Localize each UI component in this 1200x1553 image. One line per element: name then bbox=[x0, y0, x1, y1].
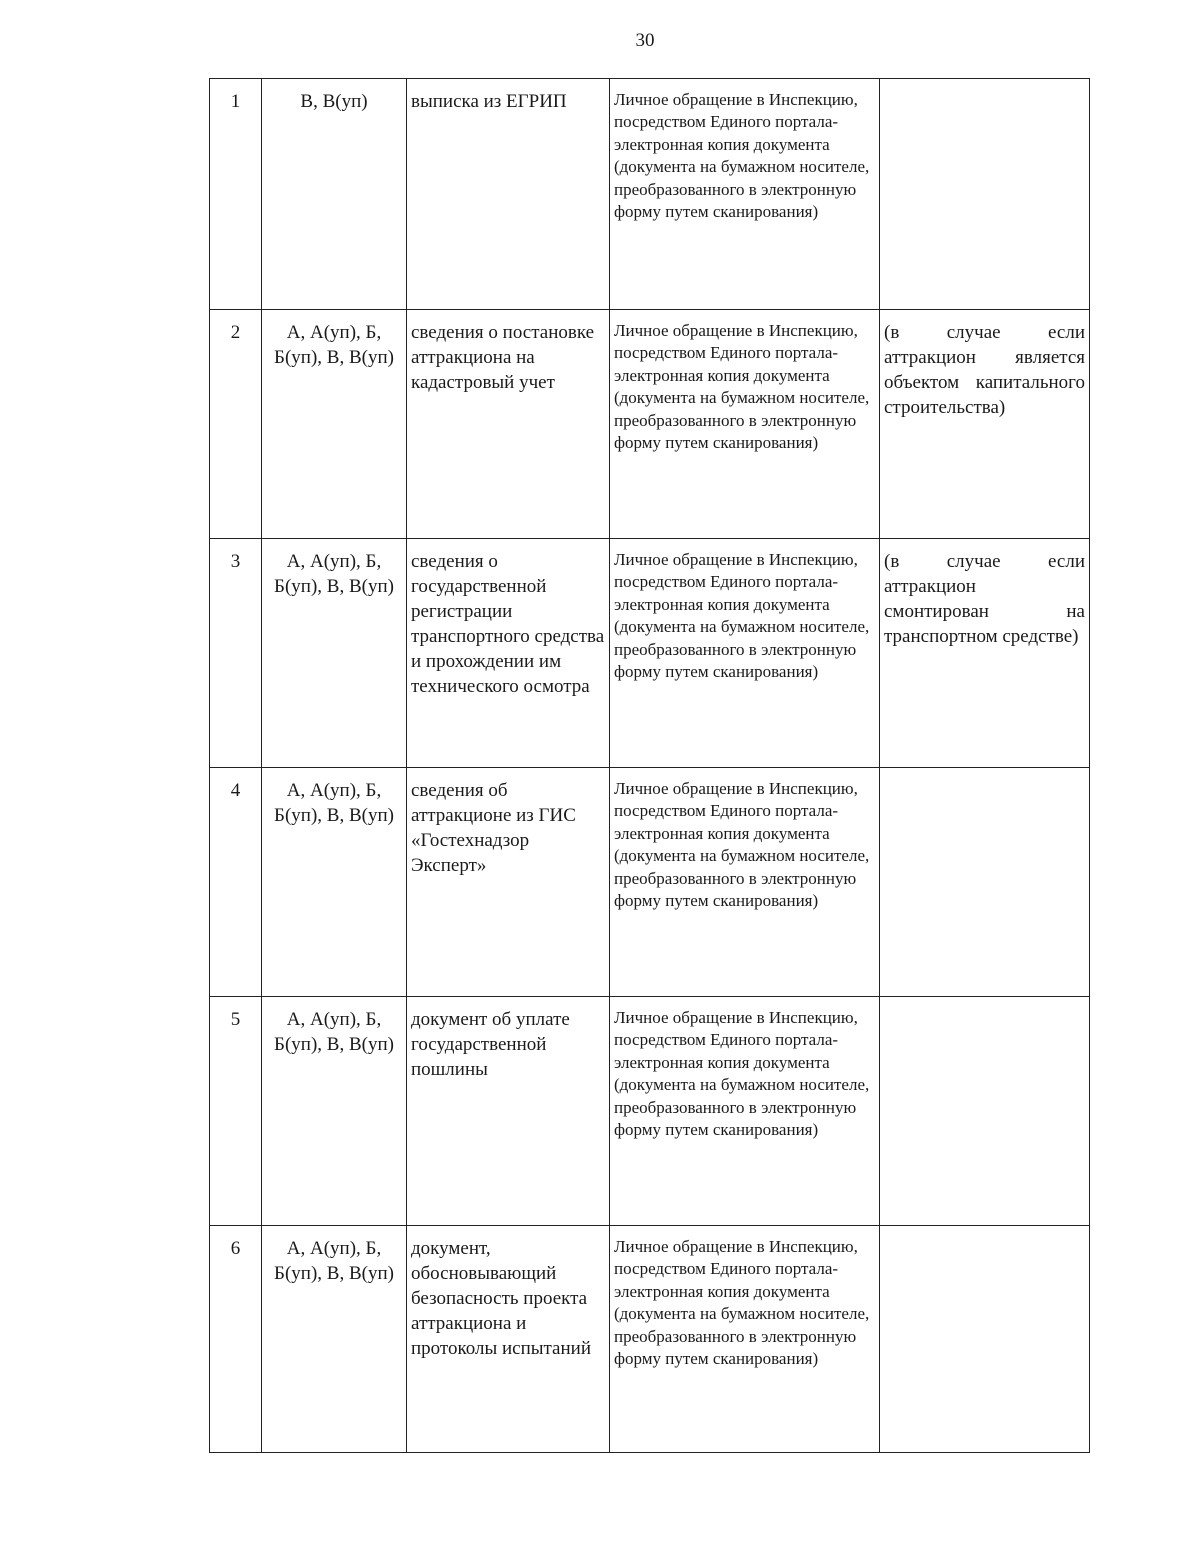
row-method: Личное обращение в Инспекцию, посредством Единого портала-электронная копия документа (документа на бумажном носителе, преобразованного в электронную форму путем сканирования) bbox=[610, 997, 880, 1226]
table-row bbox=[210, 768, 1090, 997]
row-note bbox=[880, 1226, 1090, 1453]
documents-table bbox=[209, 78, 1090, 1453]
row-note bbox=[880, 79, 1090, 310]
row-note bbox=[880, 997, 1090, 1226]
row-number: 5 bbox=[210, 997, 262, 1226]
table-row bbox=[210, 79, 1090, 310]
row-method: Личное обращение в Инспекцию, посредством Единого портала-электронная копия документа (документа на бумажном носителе, преобразованного в электронную форму путем сканирования) bbox=[610, 1226, 880, 1453]
table-row bbox=[210, 539, 1090, 768]
page-number: 30 bbox=[635, 30, 655, 51]
row-document: выписка из ЕГРИП bbox=[407, 79, 610, 310]
row-document: сведения о государственной регистрации транспортного средства и прохождении им технического осмотра bbox=[407, 539, 610, 768]
row-document: сведения о постановке аттракциона на кадастровый учет bbox=[407, 310, 610, 539]
row-number: 3 bbox=[210, 539, 262, 768]
row-categories: А, А(уп), Б, Б(уп), В, В(уп) bbox=[262, 1226, 407, 1453]
row-document: сведения об аттракционе из ГИС «Гостехнадзор Эксперт» bbox=[407, 768, 610, 997]
row-number: 6 bbox=[210, 1226, 262, 1453]
row-note: (в случае если аттракцион смонтирован на транспортном средстве) bbox=[880, 539, 1090, 768]
row-number: 2 bbox=[210, 310, 262, 539]
row-document: документ об уплате государственной пошлины bbox=[407, 997, 610, 1226]
table-row bbox=[210, 310, 1090, 539]
row-method: Личное обращение в Инспекцию, посредством Единого портала-электронная копия документа (документа на бумажном носителе, преобразованного в электронную форму путем сканирования) bbox=[610, 539, 880, 768]
row-categories: А, А(уп), Б, Б(уп), В, В(уп) bbox=[262, 768, 407, 997]
row-note: (в случае если аттракцион является объектом капитального строительства) bbox=[880, 310, 1090, 539]
row-categories: В, В(уп) bbox=[262, 79, 407, 310]
row-document: документ, обосновывающий безопасность проекта аттракциона и протоколы испытаний bbox=[407, 1226, 610, 1453]
row-categories: А, А(уп), Б, Б(уп), В, В(уп) bbox=[262, 997, 407, 1226]
row-method: Личное обращение в Инспекцию, посредством Единого портала-электронная копия документа (документа на бумажном носителе, преобразованного в электронную форму путем сканирования) bbox=[610, 310, 880, 539]
row-note bbox=[880, 768, 1090, 997]
row-number: 1 bbox=[210, 79, 262, 310]
row-method: Личное обращение в Инспекцию, посредством Единого портала-электронная копия документа (документа на бумажном носителе, преобразованного в электронную форму путем сканирования) bbox=[610, 79, 880, 310]
row-categories: А, А(уп), Б, Б(уп), В, В(уп) bbox=[262, 310, 407, 539]
row-method: Личное обращение в Инспекцию, посредством Единого портала-электронная копия документа (документа на бумажном носителе, преобразованного в электронную форму путем сканирования) bbox=[610, 768, 880, 997]
table-row bbox=[210, 997, 1090, 1226]
table-row bbox=[210, 1226, 1090, 1453]
row-categories: А, А(уп), Б, Б(уп), В, В(уп) bbox=[262, 539, 407, 768]
row-number: 4 bbox=[210, 768, 262, 997]
